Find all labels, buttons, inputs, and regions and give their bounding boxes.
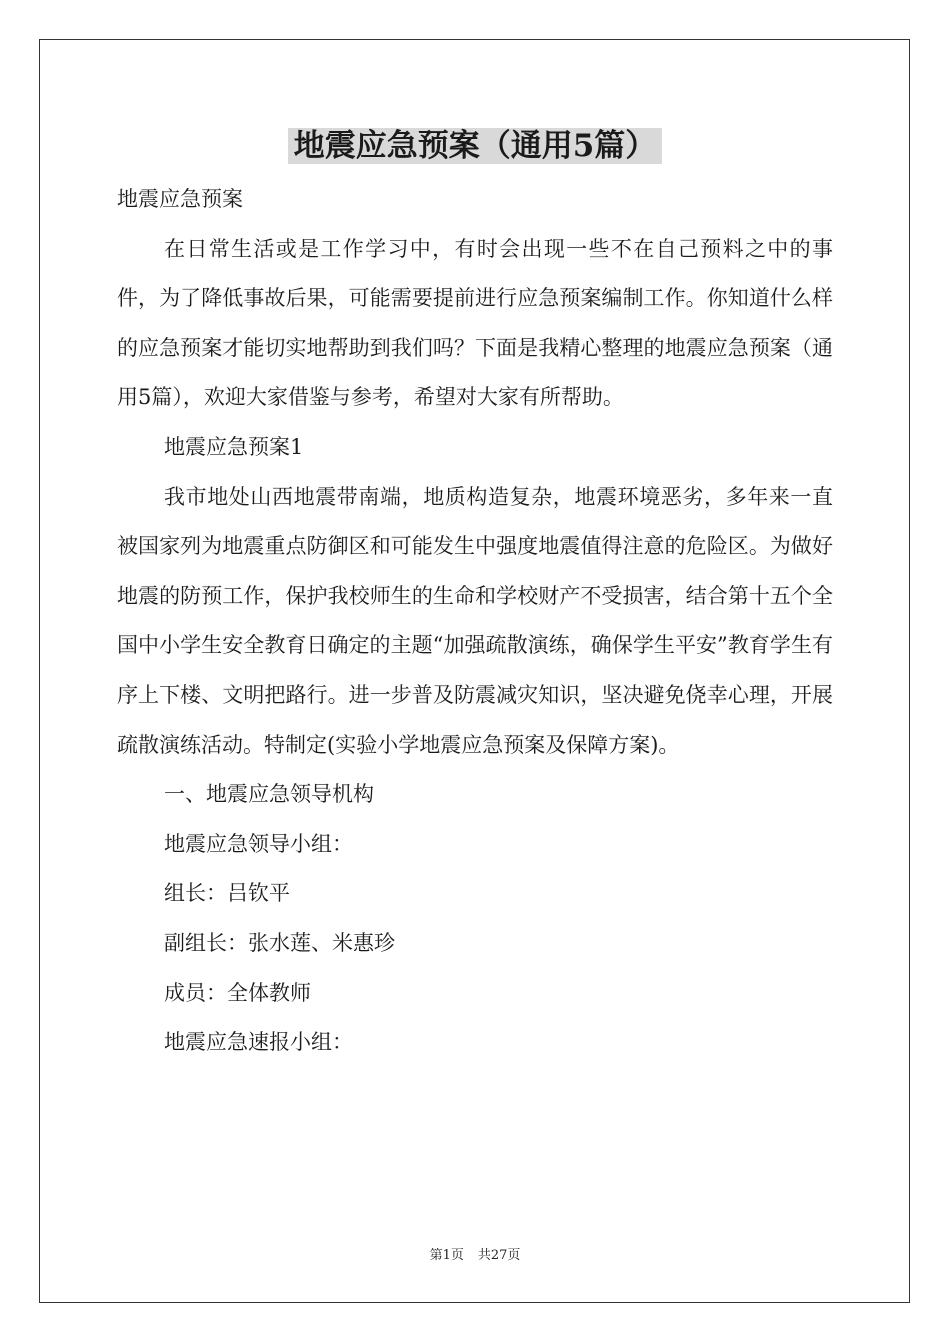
document-title-text: 地震应急预案（通用5篇）	[288, 128, 663, 164]
list-item: 成员：全体教师	[164, 980, 311, 1005]
document-title	[0, 124, 950, 168]
document-body	[117, 175, 833, 1068]
page-total: 共27页	[477, 1248, 521, 1263]
intro-paragraph: 在日常生活或是工作学习中，有时会出现一些不在自己预料之中的事件，为了降低事故后果，可能需要提前进行应急预案编制工作。你知道什么样的应急预案才能切实地帮助到我们吗？下面是我精心整理的地震应急预案（通用5篇），欢迎大家借鉴与参考，希望对大家有所帮助。	[117, 236, 833, 410]
list-item: 地震应急速报小组：	[164, 1030, 353, 1055]
body-paragraph: 我市地处山西地震带南端，地质构造复杂，地震环境恶劣，多年来一直被国家列为地震重点防御区和可能发生中强度地震值得注意的危险区。为做好地震的防预工作，保护我校师生的生命和学校财产不受损害，结合第十五个全国中小学生安全教育日确定的主题“加强疏散演练，确保学生平安”教育学生有序上下楼、文明把路行。进一步普及防震减灾知识，坚决避免侥幸心理，开展疏散演练活动。特制定(实验小学地震应急预案及保障方案)。	[117, 484, 833, 757]
section-heading: 地震应急预案	[117, 187, 243, 211]
list-item: 组长：吕钦平	[164, 881, 290, 906]
page-footer	[0, 1247, 950, 1265]
article-heading: 地震应急预案1	[164, 434, 304, 459]
page-number: 第1页	[429, 1248, 464, 1263]
list-item: 地震应急领导小组：	[164, 831, 353, 856]
section-heading-leadership: 一、地震应急领导机构	[164, 782, 374, 807]
list-item: 副组长：张水莲、米惠珍	[164, 930, 395, 955]
